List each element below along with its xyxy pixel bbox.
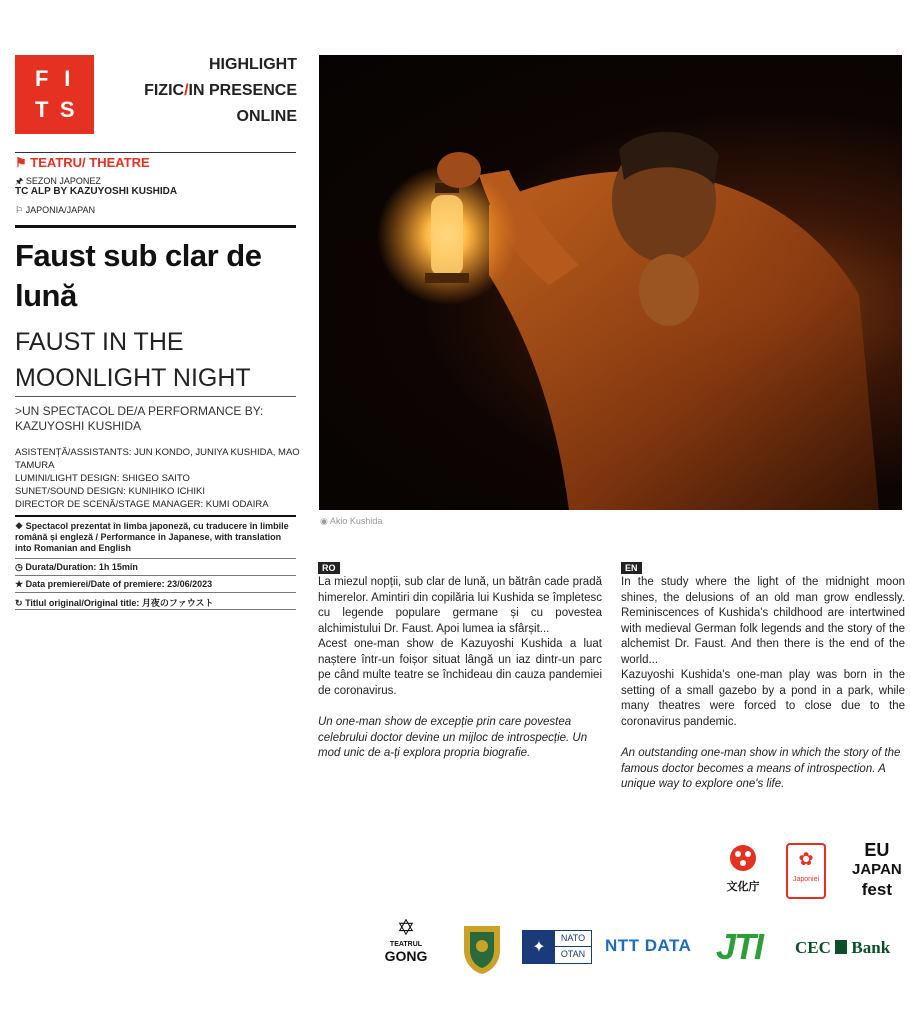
company-text: TC ALP BY KAZUYOSHI KUSHIDA [15, 186, 178, 197]
bunka-text: 文化庁 [726, 881, 760, 893]
bunka-emblem-icon [726, 843, 760, 873]
en-text [621, 575, 905, 793]
en-tag-text: EN [621, 562, 642, 574]
category-label [15, 152, 296, 171]
otan-text: OTAN [555, 946, 591, 962]
original-title-text: Titlul original/Original title: 月夜のファウスト [25, 598, 214, 608]
en-paragraph-3: An outstanding one-man show in which the story of the famous doctor becomes a means of introspection. A unique way to explore one's life. [621, 747, 901, 790]
ntt-data-logo: NTT DATA [605, 936, 692, 955]
pin-icon: 🖈 [15, 176, 24, 186]
eu-text: EU [864, 840, 890, 860]
ro-text [318, 575, 602, 762]
en-paragraph-2: Kazuyoshi Kushida's one-man play was born in the setting of a small gazebo by a pond in a park, while many theatres were forced to close due to the coronavirus pandemic. [621, 669, 905, 728]
divider [15, 515, 296, 517]
logo-letter-f: F [35, 66, 49, 92]
bookmark-icon: ⚑ [15, 155, 27, 170]
divider [15, 396, 296, 397]
logo-letter-i: I [64, 66, 71, 92]
photo-credit [320, 516, 382, 527]
performer-illustration [319, 55, 902, 510]
en-tag [621, 558, 642, 576]
teatrul-text: TEATRUL [389, 941, 423, 948]
credit-assistants: ASISTENȚĂ/ASSISTANTS: JUN KONDO, JUNIYA KUSHIDA, MAO TAMURA [15, 447, 300, 471]
bank-text: Bank [851, 938, 891, 957]
japoniei-text: Japoniei [792, 876, 820, 883]
ro-tag [318, 558, 340, 576]
flower-icon: ✿ [798, 849, 814, 869]
duration-text: Durata/Duration: 1h 15min [25, 562, 138, 572]
tag-online: ONLINE [236, 108, 297, 125]
cec-text: CEC [795, 938, 831, 957]
tag-fizic: FIZIC [144, 82, 185, 99]
language-note-text: Spectacol prezentat în limba japoneză, cu traducere în limbile română și engleză / Performance in Japanese, with translation into Romanian and English [15, 521, 289, 553]
fits-logo [15, 55, 94, 134]
ro-tag-text: RO [318, 562, 340, 574]
eagle-shield-icon [458, 920, 506, 976]
bunka-logo [715, 843, 771, 894]
performance-photo [319, 55, 902, 510]
tag-presence [144, 78, 297, 104]
logo-letter-s: S [59, 96, 75, 122]
ro-paragraph-1: La miezul nopții, sub clar de lună, un bătrân cade pradă himerelor. Amintiri din copilăria lui Kushida se împletesc cu legende populare germane și cu povestea alchimistului Dr. Faust. Apoi lumea ia sfârșit... [318, 576, 602, 635]
tag-in-presence: IN PRESENCE [188, 82, 297, 99]
title-ro: Faust sub clar de lună [15, 238, 262, 313]
duration-row [15, 558, 296, 575]
cec-bank-logo [795, 938, 890, 958]
tag-slash: / [184, 82, 189, 99]
en-paragraph-1: In the study where the light of the midnight moon shines, the delusions of an old man grow endlessly. Reminiscences of Kushida's childhood are intertwined with medieval German folk legends and the story of the alchemist Dr. Faust. And then there is the end of the world... [621, 576, 905, 666]
teatrul-gong-logo [380, 915, 432, 964]
eu-japan-fest-logo [852, 840, 902, 900]
logo-letter-t: T [35, 96, 49, 122]
info-icon: ❖ [15, 521, 24, 531]
photo-credit-text: Akio Kushida [329, 516, 383, 526]
company-label [15, 186, 177, 197]
country-label [15, 205, 95, 216]
ro-paragraph-2: Acest one-man show de Kazuyoshi Kushida a luat naștere într-un foișor situat lângă un iaz dintr-un parc pe când multe teatre se închideau din cauza pandemiei de coronavirus. [318, 638, 602, 697]
original-title-row [15, 592, 296, 610]
tag-highlight: HIGHLIGHT [209, 56, 297, 73]
compass-star-icon: ✦ [523, 931, 555, 963]
credit-light: LUMINI/LIGHT DESIGN: SHIGEO SAITO [15, 473, 190, 484]
refresh-icon: ↻ [15, 598, 23, 608]
premiere-text: Data premierei/Date of premiere: 23/06/2023 [25, 579, 213, 589]
credit-stage: DIRECTOR DE SCENĂ/STAGE MANAGER: KUMI ODAIRA [15, 499, 269, 510]
category-text: TEATRU/ THEATRE [30, 155, 150, 170]
language-note [15, 521, 300, 554]
season-text: SEZON JAPONEZ [25, 176, 101, 186]
credit-sound: SUNET/SOUND DESIGN: KUNIHIKO ICHIKI [15, 486, 206, 497]
gong-text: GONG [384, 948, 428, 964]
byline: >UN SPECTACOL DE/A PERFORMANCE BY: KAZUYOSHI KUSHIDA [15, 404, 264, 433]
camera-icon: ◉ [320, 516, 328, 526]
japan-text: JAPAN [852, 861, 902, 878]
title-en: FAUST IN THE MOONLIGHT NIGHT [15, 328, 251, 392]
divider [15, 225, 296, 228]
ro-paragraph-3: Un one-man show de excepție prin care povestea celebrului doctor devine un mijloc de introspecție. Un mod unic de a-ți explora propria biografie. [318, 716, 588, 759]
dancer-icon: ✡ [396, 915, 416, 940]
coat-of-arms-logo [458, 920, 506, 981]
format-tags [144, 52, 297, 130]
nato-text: NATO [560, 933, 586, 943]
fest-text: fest [861, 880, 892, 899]
nato-otan-logo [522, 930, 592, 964]
star-icon: ★ [15, 579, 24, 589]
bank-emblem-icon [835, 940, 847, 954]
country-text: JAPONIA/JAPAN [25, 205, 95, 215]
flag-icon: ⚐ [15, 205, 24, 215]
jti-logo: JTI [716, 926, 763, 967]
credits-list [15, 446, 300, 511]
premiere-row [15, 575, 296, 592]
clock-icon: ◷ [15, 562, 23, 572]
japoniei-logo [786, 843, 826, 899]
